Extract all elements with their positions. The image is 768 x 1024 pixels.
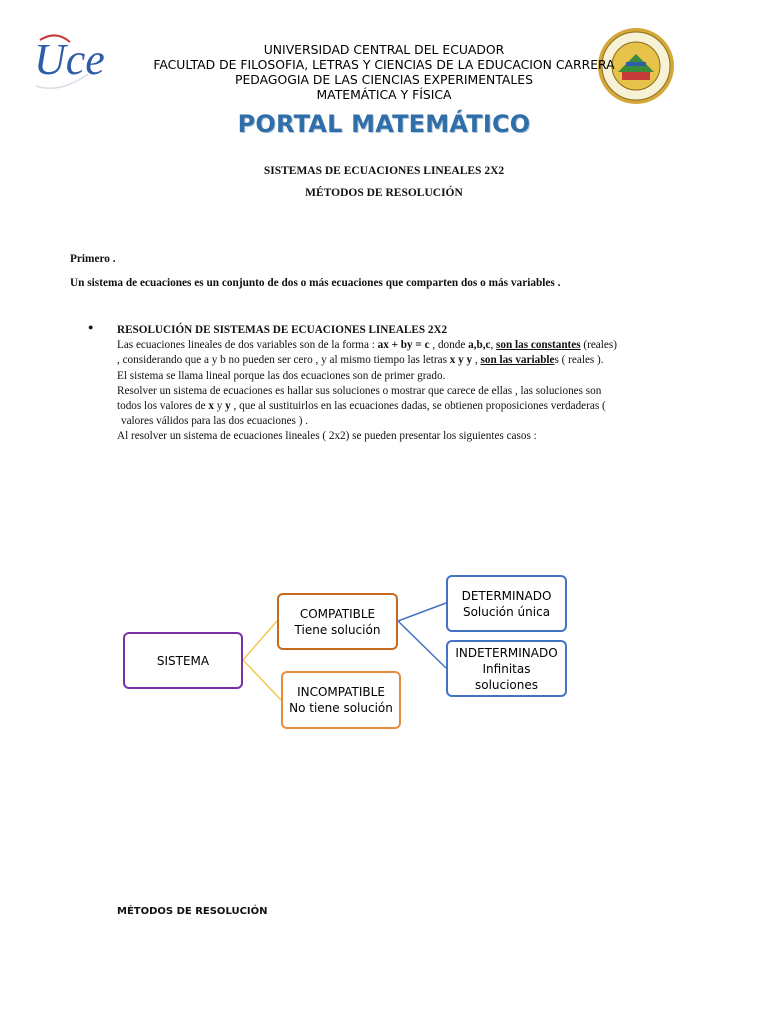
node-determinado (446, 575, 567, 632)
connector-sistema-incompatible (243, 660, 281, 700)
node-compatible-label: COMPATIBLE (299, 606, 376, 621)
node-incompatible (281, 671, 401, 729)
document-subtitle: MÉTODOS DE RESOLUCIÓN (305, 187, 463, 199)
node-sistema (123, 632, 243, 689)
subject-name: MATEMÁTICA Y FÍSICA (316, 87, 452, 102)
portal-title: PORTAL MATEMÁTICO (237, 110, 531, 138)
connector-compatible-determinado (398, 603, 446, 621)
node-compatible (277, 593, 398, 650)
body-line-5: todos los valores de x y y , que al sustituirlos en las ecuaciones dadas, se obtienen proposiciones verdaderas ( (117, 400, 606, 413)
body-line-2: , considerando que a y b no pueden ser cero , y al mismo tiempo las letras x y y , son las variables ( reales ). (117, 354, 604, 367)
body-line-3: El sistema se llama lineal porque las dos ecuaciones son de primer grado. (117, 369, 446, 382)
program-name: PEDAGOGIA DE LAS CIENCIAS EXPERIMENTALES (234, 72, 534, 87)
node-indeterminado-desc-2: soluciones (474, 677, 539, 692)
connector-sistema-compatible (243, 621, 277, 660)
methods-heading: MÉTODOS DE RESOLUCIÓN (117, 906, 268, 917)
body-line-7: Al resolver un sistema de ecuaciones lineales ( 2x2) se pueden presentar los siguientes casos : (117, 430, 537, 443)
document-title: SISTEMAS DE ECUACIONES LINEALES 2X2 (263, 165, 505, 177)
node-determinado-label: DETERMINADO (461, 588, 552, 603)
body-line-6: valores válidos para las dos ecuaciones ) . (121, 415, 309, 428)
node-incompatible-desc: No tiene solución (289, 701, 393, 715)
connector-compatible-indeterminado (398, 621, 446, 668)
uce-logo-text: Uce (34, 35, 105, 84)
intro-paragraph: Un sistema de ecuaciones es un conjunto de dos o más ecuaciones que comparten dos o más variables . (70, 277, 561, 289)
bullet-icon: ● (88, 322, 94, 332)
body-line-1: Las ecuaciones lineales de dos variables son de la forma : ax + by = c , donde a,b,c, son las constantes (reales) (117, 339, 617, 352)
node-indeterminado-desc-1: Infinitas (482, 661, 531, 676)
node-indeterminado (446, 640, 567, 697)
section-title: RESOLUCIÓN DE SISTEMAS DE ECUACIONES LINEALES 2X2 (117, 324, 448, 336)
node-incompatible-label: INCOMPATIBLE (297, 685, 385, 699)
node-indeterminado-label: INDETERMINADO (455, 645, 558, 660)
node-determinado-desc: Solución única (462, 604, 551, 619)
faculty-name: FACULTAD DE FILOSOFIA, LETRAS Y CIENCIAS DE LA EDUCACION CARRERA (153, 57, 615, 72)
first-label: Primero . (70, 253, 116, 265)
university-name: UNIVERSIDAD CENTRAL DEL ECUADOR (263, 42, 505, 57)
node-compatible-desc: Tiene solución (294, 622, 381, 637)
node-sistema-label: SISTEMA (156, 653, 210, 668)
body-line-4: Resolver un sistema de ecuaciones es hallar sus soluciones o mostrar que carece de ellas , las soluciones son (117, 384, 602, 397)
